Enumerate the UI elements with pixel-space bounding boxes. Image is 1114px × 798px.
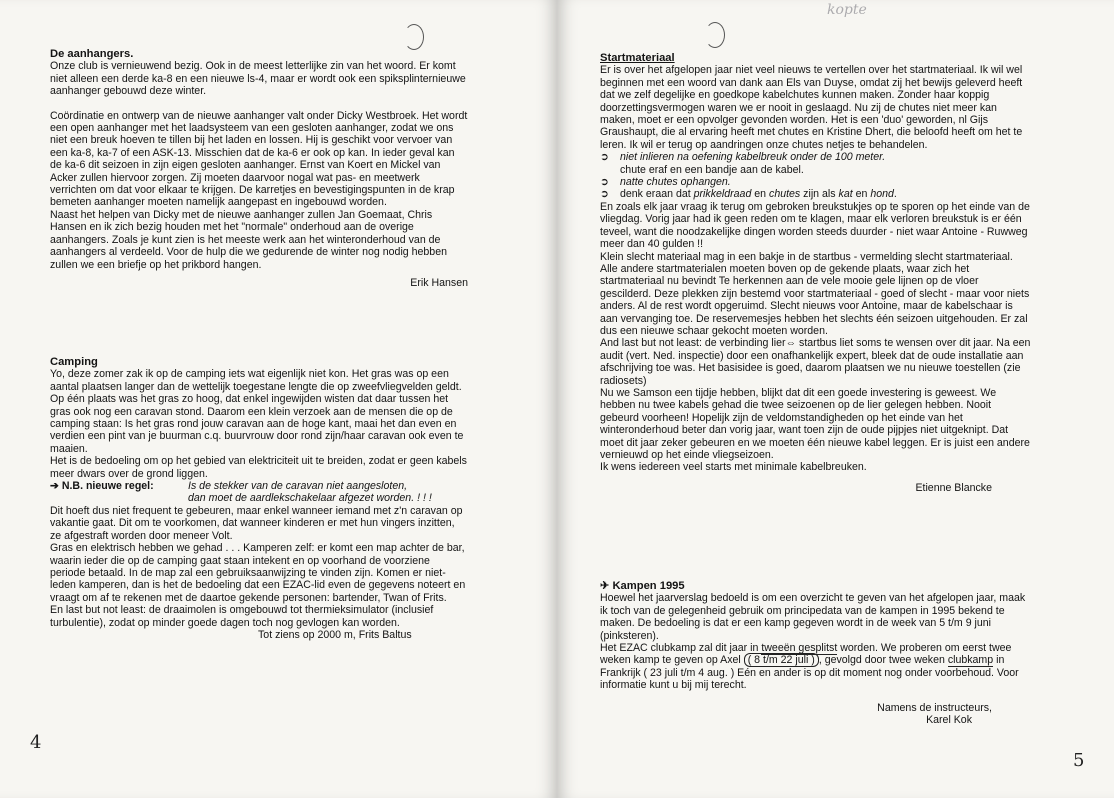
startmateriaal-signature: Etienne Blancke xyxy=(915,481,992,494)
bullet-text: denk eraan dat prikkeldraad en chutes zijn als kat en hond. xyxy=(620,188,897,201)
page-number: 5 xyxy=(1073,750,1085,771)
aanhangers-paragraph: Naast het helpen van Dicky met de nieuwe aanhanger zullen Jan Goemaat, Chris Hansen en ik zich bezig houden met het "normale" onderhoud aan de overige aanhangers. Zoals je kunt zien is het meeste werk aan het winteronderhoud van de aanhangers al verdeeld. Voor de hulp die we gedurende de winter nog nodig hebben zullen we een briefje op het prikbord hangen. xyxy=(50,208,447,271)
page-number: 4 xyxy=(30,732,42,753)
kampen-paragraph: Hoewel het jaarverslag bedoeld is om een overzicht te geven van het afgelopen jaar, maak ik toch van de gelegenheid gebruik om principedata van de kampen in 1995 bekend te maken. De bedoeling is dat er een kamp gegeven wordt in de week van 5 t/m 9 juni (pinksteren). xyxy=(600,592,1026,642)
kampen-paragraph: Het EZAC clubkamp zal dit jaar in tweeën gesplitst worden. We proberen om eerst twee weken kamp te geven op Axel ( 8 t/m 22 juli ) , gevolgd door twee weken clubkamp in Frankrijk ( 23 juli t/m 4 aug. ) Eén en ander is op dit moment nog onder voorbehoud. Voor informatie kunt u bij mij terecht. xyxy=(600,642,1019,692)
rule-line: Is de stekker van de caravan niet aangesloten, xyxy=(188,480,408,493)
bullet-subtext: chute eraf en een bandje aan de kabel. xyxy=(620,163,804,176)
camping-paragraph: En last but not least: de draaimolen is omgebouwd tot thermieksimulator (inclusief turbulentie), zodat op minder goede dagen toch nog gevlogen kan worden. xyxy=(50,604,434,629)
startmateriaal-paragraph: Nu we Samson een tijdje hebben, blijkt dat dit een goede investering is geweest. We hebben nu twee kabels gehad die twee seizoenen op de lier gelegen hebben. Nooit gebeurd voorheen! Hopelijk zijn de veldomstandigheden op het einde van het winteronderhoud beter dan vorig jaar, want toen zijn de oude pijpjes niet uitgeknipt. Dat moet dit jaar zeker gebeuren en we moeten één nieuwe kabel leggen. Er is juist een andere vernieuwd op het einde vliegseizoen. xyxy=(600,386,1030,461)
aanhangers-section xyxy=(50,48,468,289)
camping-rule xyxy=(50,480,468,505)
bullet-item xyxy=(600,176,1032,188)
camping-paragraph: Dit hoeft dus niet frequent te gebeuren, maar enkel wanneer iemand met z'n caravan op vakantie gaat. Dit om te voorkomen, dat wanneer kinderen er met hun vingers inzitten, ze afgestraft worden door meneer Volt. xyxy=(50,504,463,542)
camping-section xyxy=(50,356,468,641)
camping-closing: Tot ziens op 2000 m, Frits Baltus xyxy=(258,628,412,641)
startmateriaal-paragraph: En zoals elk jaar vraag ik terug om gebroken breukstukjes op te sporen op het einde van de vliegdag. Vorig jaar had ik geen reden om te klagen, maar elk verloren breukstuk is er één teveel, want die noodzakelijke dingen worden steeds duurder - niet waar Antoine - Ruwweg meer dan 40 gulden !! xyxy=(600,200,1030,251)
aanhangers-paragraph: Coördinatie en ontwerp van de nieuwe aanhanger valt onder Dicky Westbroek. Het wordt een open aanhanger met het laadsysteem van een gesloten aanhanger, zodat we ons niet een breuk hoeven te tillen bij het laden en lossen. Hij is geschikt voor vervoer van een ka-8, ka-7 of een ASK-13. Misschien dat de ka-6 er ook op kan. In ieder geval kan de ka-6 dit seizoen in zijn eigen gesloten aanhanger. Ernst van Koert en Mickel van Acker zullen hiervoor zorgen. Zij moeten daarvoor nogal wat pas- en meetwerk verrichten om dat voor elkaar te krijgen. De karretjes en bevestigingspunten in de krap bemeten aanhanger moeten namelijk aangepast en ingebouwd worden. xyxy=(50,109,468,209)
punch-hole xyxy=(404,24,424,50)
punch-hole xyxy=(705,22,725,48)
right-page xyxy=(557,0,1114,798)
startmateriaal-paragraph: Er is over het afgelopen jaar niet veel nieuws te vertellen over het startmateriaal. Ik wil wel beginnen met een woord van dank aan Els van Duyse, omdat zij het bewijs geleverd heeft dat we zelf degelijke en goedkope kabelchutes kunnen maken. Zonder haar koppig doorzettingsvermogen waren we er nooit in geslaagd. Nu zij de chutes niet meer kan maken, moet er een opvolger gevonden worden. Het is een 'duo' geworden, nl Gijs Graushaupt, die al ervaring heeft met chutes en Kristine Dhert, die beloofd heeft om het te leren. Ik wil er terug op aandringen onze chutes netjes te behandelen. xyxy=(600,64,1023,151)
bullet-text: natte chutes ophangen. xyxy=(620,176,731,189)
kampen-section xyxy=(600,580,1032,726)
pencil-scribble: kopte xyxy=(827,2,867,18)
kampen-signature: Karel Kok xyxy=(926,714,972,727)
kampen-closing: Namens de instructeurs, xyxy=(877,701,992,714)
rule-line: dan moet de aardlekschakelaar afgezet worden. ! ! ! xyxy=(188,492,432,505)
aanhangers-paragraph: Onze club is vernieuwend bezig. Ook in de meest letterlijke zin van het woord. Er komt niet alleen een derde ka-8 en een nieuwe ls-4, maar er wordt ook een spiksplinternieuwe aanhanger gebouwd deze winter. xyxy=(50,60,466,98)
camping-heading: Camping xyxy=(50,356,98,368)
arrow-icon: ➲ xyxy=(600,151,609,164)
arrow-icon: ➲ xyxy=(600,176,609,189)
bullet-text: niet inlieren na oefening kabelbreuk onder de 100 meter. xyxy=(620,151,886,164)
aanhangers-heading: De aanhangers. xyxy=(50,48,134,60)
kampen-heading: ✈ Kampen 1995 xyxy=(600,580,685,592)
startmateriaal-heading: Startmateriaal xyxy=(600,52,675,64)
bullet-item xyxy=(600,188,1032,200)
startmateriaal-section xyxy=(600,52,1032,494)
camping-paragraph: Yo, deze zomer zak ik op de camping iets wat eigenlijk niet kon. Het gras was op een aantal plaatsen langer dan de wettelijk toegestane lengte die op zweefvliegvelden geldt. Op één plaats was het gras zo hoog, dat enkel ingewijden wisten dat daar tussen het gras ook nog een caravan stond. Daarom een klein verzoek aan de mensen die op de camping staan: Is het gras rond jouw caravan aan de hoge kant, maai het dan even en verdien een pint van je buurman c.q. buurvrouw door rond zijn/haar caravan ook even te maaien. xyxy=(50,368,464,455)
bullet-item xyxy=(600,151,1032,176)
startmateriaal-paragraph: And last but not least: de verbinding lier⇔ startbus liet soms te wensen over dit jaar. Na een audit (vert. Ned. inspectie) door een onafhankelijk expert, bleek dat de oude installatie aan afschrijving toe was. Het basisidee is goed, daarom plaatsen we nu nieuwe toestellen (zie radiosets) xyxy=(600,337,1031,387)
aanhangers-signature: Erik Hansen xyxy=(410,276,468,289)
rule-label: ➔ N.B. nieuwe regel: xyxy=(50,480,154,493)
dates-circled: ( 8 t/m 22 juli ) xyxy=(744,653,819,667)
camping-paragraph: Het is de bedoeling om op het gebied van elektriciteit uit te breiden, zodat er geen kabels meer dwars over de grond liggen. xyxy=(50,455,467,480)
arrow-icon: ➲ xyxy=(600,188,609,201)
startmateriaal-paragraph: Ik wens iedereen veel starts met minimale kabelbreuken. xyxy=(600,461,867,474)
startmateriaal-paragraph: Klein slecht materiaal mag in een bakje in de startbus - vermelding slecht startmateriaal. Alle andere startmaterialen moeten boven op de gekende plaats, waar zich het startmateriaal nu bevindt Te herkennen aan de vele mooie gele lijnen op de vloer gescilderd. Deze plekken zijn bestemd voor startmateriaal - goed of slecht - maar voor niets anders. Al de rest wordt opgeruimd. Slecht nieuws voor Antoine, maar de kabelschaar is aan vervanging toe. De reservemesjes hebben het slechts één seizoen uitgehouden. Er zal dus een nieuwe schaar gekocht moeten worden. xyxy=(600,250,1030,337)
camping-paragraph: Gras en elektrisch hebben we gehad . . . Kamperen zelf: er komt een map achter de bar, waarin ieder die op de camping gaat staan intekent en op voorhand de voorziene periode betaald. In de map zal een gebruiksaanwijzing te vinden zijn. Komen er niet-leden kamperen, dan is het de bedoeling dat een EZAC-lid even de gegevens noteert en vraagt om af te rekenen met de daartoe gekende personen: bartender, Twan of Frits. xyxy=(50,542,466,604)
